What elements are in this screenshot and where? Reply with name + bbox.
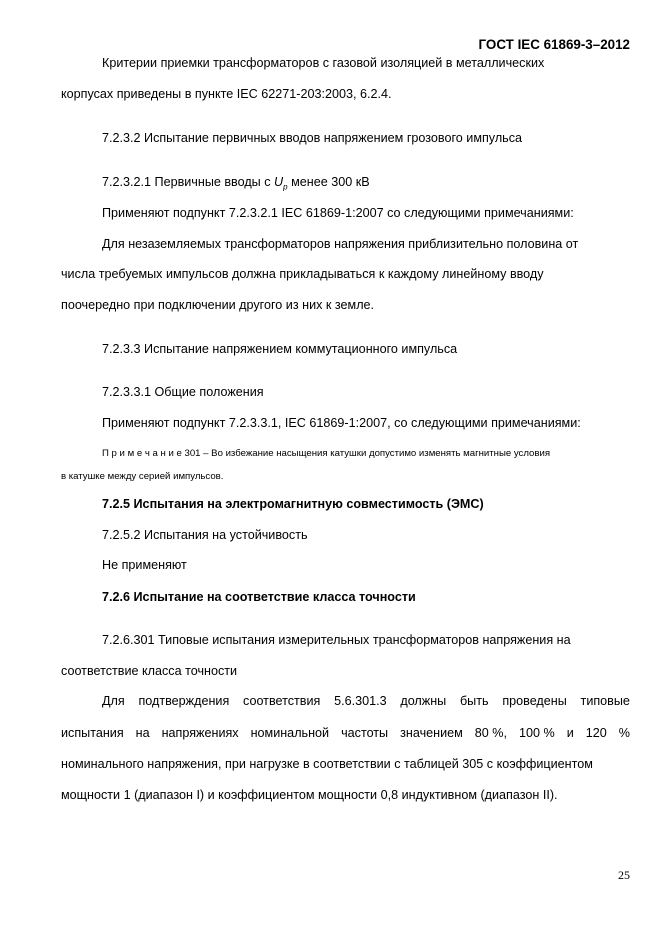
paragraph-line: соответствие класса точности <box>61 664 238 678</box>
voltage-subscript: p <box>283 182 288 192</box>
word: на <box>135 726 150 740</box>
paragraph-line: поочередно при подключении другого из них к земле. <box>61 298 375 312</box>
word: значением <box>400 726 463 740</box>
section-heading-7-2-3-2-1 <box>102 174 370 196</box>
word: и <box>566 726 574 740</box>
paragraph-line: номинального напряжения, при нагрузке в соответствии с таблицей 305 с коэффициентом <box>61 757 593 771</box>
document-header: ГОСТ IEC 61869-3–2012 <box>478 37 630 52</box>
word: Для <box>102 694 125 708</box>
word: проведены <box>502 694 567 708</box>
word: % <box>618 726 630 740</box>
word: быть <box>459 694 489 708</box>
word: 5.6.301.3 <box>334 694 387 708</box>
section-heading-7-2-3-3-1: 7.2.3.3.1 Общие положения <box>102 385 264 399</box>
paragraph-line: Применяют подпункт 7.2.3.3.1, IEC 61869-1:2007, со следующими примечаниями: <box>102 416 581 430</box>
word: типовые <box>580 694 630 708</box>
paragraph-line: Для незаземляемых трансформаторов напряжения приблизительно половина от <box>102 237 579 251</box>
section-heading-7-2-3-3: 7.2.3.3 Испытание напряжением коммутационного импульса <box>102 342 458 356</box>
note-line: в катушке между серией импульсов. <box>61 471 224 482</box>
paragraph-line: Критерии приемки трансформаторов с газовой изоляцией в металлических <box>102 56 545 70</box>
word: должны <box>400 694 447 708</box>
heading-text: менее 300 кВ <box>287 175 370 189</box>
paragraph-line: корпусах приведены в пункте IEC 62271-203:2003, 6.2.4. <box>61 87 392 101</box>
word: номинальной <box>250 726 330 740</box>
justified-line <box>61 725 630 741</box>
page-number: 25 <box>618 868 630 882</box>
voltage-symbol: U <box>274 175 284 189</box>
section-heading-7-2-6: 7.2.6 Испытание на соответствие класса точности <box>102 590 416 604</box>
word: напряжениях <box>161 726 239 740</box>
word: 100 % <box>518 726 555 740</box>
note-line: П р и м е ч а н и е 301 – Во избежание насыщения катушки допустимо изменять магнитные условия <box>102 448 551 459</box>
section-heading-7-2-6-301: 7.2.6.301 Типовые испытания измерительных трансформаторов напряжения на <box>102 633 571 647</box>
paragraph-line: мощности 1 (диапазон I) и коэффициентом мощности 0,8 индуктивном (диапазон II). <box>61 788 558 802</box>
word: испытания <box>61 726 124 740</box>
word: 80 %, <box>474 726 507 740</box>
section-heading-7-2-5: 7.2.5 Испытания на электромагнитную совместимость (ЭМС) <box>102 497 484 511</box>
paragraph-line: Применяют подпункт 7.2.3.2.1 IEC 61869-1:2007 со следующими примечаниями: <box>102 206 574 220</box>
paragraph-line: Не применяют <box>102 558 187 572</box>
section-heading-7-2-3-2: 7.2.3.2 Испытание первичных вводов напряжением грозового импульса <box>102 131 523 145</box>
justified-line <box>102 693 630 709</box>
word: соответствия <box>243 694 321 708</box>
word: подтверждения <box>138 694 230 708</box>
section-heading-7-2-5-2: 7.2.5.2 Испытания на устойчивость <box>102 528 308 542</box>
heading-text: 7.2.3.2.1 Первичные вводы с <box>102 175 275 189</box>
paragraph-line: числа требуемых импульсов должна прикладываться к каждому линейному вводу <box>61 267 544 281</box>
word: 120 <box>585 726 607 740</box>
word: частоты <box>341 726 389 740</box>
